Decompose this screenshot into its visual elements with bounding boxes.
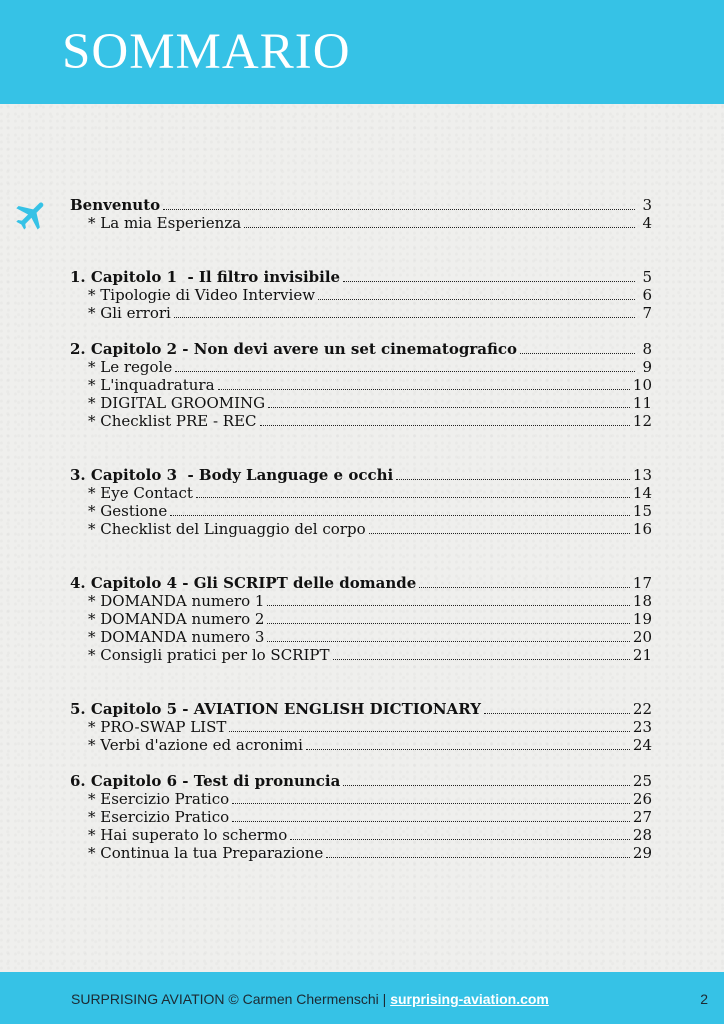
toc-entry-page: 16 xyxy=(632,520,652,538)
toc-entry-page: 24 xyxy=(632,736,652,754)
dot-leader xyxy=(343,280,635,282)
toc-entry-label: 6. Capitolo 6 - Test di pronuncia xyxy=(70,772,341,790)
toc-section-entry[interactable] xyxy=(70,826,652,844)
toc-section-entry[interactable] xyxy=(70,646,652,664)
toc-entry-label: * DIGITAL GROOMING xyxy=(88,394,266,412)
toc-section-entry[interactable] xyxy=(70,808,652,826)
toc-entry-label: * La mia Esperienza xyxy=(88,214,242,232)
toc-entry-page: 28 xyxy=(632,826,652,844)
toc-entry-page: 13 xyxy=(632,466,652,484)
toc-entry-page: 19 xyxy=(632,610,652,628)
toc-chapter-entry[interactable] xyxy=(70,700,652,718)
toc-section-entry[interactable] xyxy=(70,520,652,538)
toc-section-entry[interactable] xyxy=(70,484,652,502)
dot-leader xyxy=(267,604,629,606)
airplane-icon xyxy=(13,196,51,234)
dot-leader xyxy=(175,370,635,372)
toc-section-entry[interactable] xyxy=(70,628,652,646)
dot-leader xyxy=(306,748,630,750)
toc-entry-page: 27 xyxy=(632,808,652,826)
toc-entry-page: 12 xyxy=(632,412,652,430)
dot-leader xyxy=(174,316,635,318)
dot-leader xyxy=(396,478,630,480)
toc-entry-page: 14 xyxy=(632,484,652,502)
toc-section-entry[interactable] xyxy=(70,844,652,862)
footer-bar xyxy=(0,972,724,1024)
toc-entry-label: 3. Capitolo 3 - Body Language e occhi xyxy=(70,466,394,484)
toc-chapter-entry[interactable] xyxy=(70,268,652,286)
toc-entry-page: 22 xyxy=(632,700,652,718)
toc-entry-label: * DOMANDA numero 3 xyxy=(88,628,265,646)
dot-leader xyxy=(232,802,630,804)
toc-entry-page: 5 xyxy=(642,268,652,286)
dot-leader xyxy=(290,838,630,840)
dot-leader xyxy=(244,226,635,228)
toc-chapter-entry[interactable] xyxy=(70,340,652,358)
header-bar xyxy=(0,0,724,104)
toc-entry-page: 29 xyxy=(632,844,652,862)
toc-entry-page: 26 xyxy=(632,790,652,808)
toc-section-entry[interactable] xyxy=(70,214,652,232)
toc-entry-page: 6 xyxy=(642,286,652,304)
toc-entry-label: * Eye Contact xyxy=(88,484,193,502)
toc-section-entry[interactable] xyxy=(70,502,652,520)
toc-entry-label: Benvenuto xyxy=(70,196,161,214)
dot-leader xyxy=(267,622,629,624)
toc-entry-label: * Continua la tua Preparazione xyxy=(88,844,324,862)
toc-section-entry[interactable] xyxy=(70,610,652,628)
dot-leader xyxy=(268,406,630,408)
toc-spacer xyxy=(70,754,652,772)
toc-entry-label: 4. Capitolo 4 - Gli SCRIPT delle domande xyxy=(70,574,417,592)
toc-entry-page: 17 xyxy=(632,574,652,592)
toc-entry-label: * Esercizio Pratico xyxy=(88,790,230,808)
toc-entry-label: * Gestione xyxy=(88,502,168,520)
toc-chapter-entry[interactable] xyxy=(70,196,652,214)
toc-entry-page: 8 xyxy=(642,340,652,358)
toc-entry-label: * Gli errori xyxy=(88,304,171,322)
toc-entry-page: 11 xyxy=(632,394,652,412)
toc-section-entry[interactable] xyxy=(70,394,652,412)
toc-entry-label: * Consigli pratici per lo SCRIPT xyxy=(88,646,330,664)
toc-entry-page: 4 xyxy=(642,214,652,232)
toc-spacer xyxy=(70,232,652,268)
toc-entry-label: * Tipologie di Video Interview xyxy=(88,286,316,304)
footer-copyright: SURPRISING AVIATION © Carmen Chermenschi | xyxy=(71,991,391,1007)
table-of-contents xyxy=(70,196,652,862)
toc-section-entry[interactable] xyxy=(70,412,652,430)
toc-entry-label: * PRO-SWAP LIST xyxy=(88,718,227,736)
toc-spacer xyxy=(70,322,652,340)
dot-leader xyxy=(343,784,630,786)
toc-section-entry[interactable] xyxy=(70,790,652,808)
dot-leader xyxy=(218,388,630,390)
toc-entry-label: 2. Capitolo 2 - Non devi avere un set cinematografico xyxy=(70,340,517,358)
website-link[interactable]: surprising-aviation.com xyxy=(390,991,549,1007)
toc-entry-label: * DOMANDA numero 1 xyxy=(88,592,265,610)
toc-entry-page: 23 xyxy=(632,718,652,736)
toc-chapter-entry[interactable] xyxy=(70,466,652,484)
toc-entry-label: * Verbi d'azione ed acronimi xyxy=(88,736,303,754)
dot-leader xyxy=(369,532,630,534)
toc-section-entry[interactable] xyxy=(70,718,652,736)
toc-section-entry[interactable] xyxy=(70,304,652,322)
toc-entry-page: 15 xyxy=(632,502,652,520)
toc-entry-page: 3 xyxy=(642,196,652,214)
toc-entry-label: * L'inquadratura xyxy=(88,376,215,394)
toc-section-entry[interactable] xyxy=(70,358,652,376)
toc-entry-label: 1. Capitolo 1 - Il filtro invisibile xyxy=(70,268,341,286)
toc-entry-label: * Checklist PRE - REC xyxy=(88,412,257,430)
toc-chapter-entry[interactable] xyxy=(70,772,652,790)
toc-entry-page: 20 xyxy=(632,628,652,646)
toc-section-entry[interactable] xyxy=(70,376,652,394)
dot-leader xyxy=(318,298,635,300)
toc-entry-page: 18 xyxy=(632,592,652,610)
dot-leader xyxy=(229,730,630,732)
dot-leader xyxy=(520,352,635,354)
toc-entry-label: 5. Capitolo 5 - AVIATION ENGLISH DICTIONARY xyxy=(70,700,481,718)
toc-entry-page: 21 xyxy=(632,646,652,664)
dot-leader xyxy=(232,820,630,822)
dot-leader xyxy=(326,856,630,858)
toc-chapter-entry[interactable] xyxy=(70,574,652,592)
page-title: SOMMARIO xyxy=(62,24,351,80)
toc-entry-label: * Esercizio Pratico xyxy=(88,808,230,826)
toc-entry-label: * Checklist del Linguaggio del corpo xyxy=(88,520,366,538)
toc-entry-page: 7 xyxy=(642,304,652,322)
dot-leader xyxy=(196,496,630,498)
dot-leader xyxy=(267,640,629,642)
toc-entry-page: 25 xyxy=(632,772,652,790)
dot-leader xyxy=(170,514,630,516)
dot-leader xyxy=(333,658,630,660)
dot-leader xyxy=(163,208,635,210)
dot-leader xyxy=(260,424,630,426)
toc-section-entry[interactable] xyxy=(70,736,652,754)
toc-entry-page: 10 xyxy=(632,376,652,394)
footer-credit xyxy=(71,991,549,1007)
toc-entry-label: * Le regole xyxy=(88,358,173,376)
page-number: 2 xyxy=(700,991,708,1007)
toc-spacer xyxy=(70,430,652,466)
toc-section-entry[interactable] xyxy=(70,286,652,304)
toc-spacer xyxy=(70,664,652,700)
toc-entry-label: * Hai superato lo schermo xyxy=(88,826,288,844)
dot-leader xyxy=(419,586,630,588)
dot-leader xyxy=(484,712,630,714)
toc-spacer xyxy=(70,538,652,574)
toc-entry-page: 9 xyxy=(642,358,652,376)
toc-section-entry[interactable] xyxy=(70,592,652,610)
toc-entry-label: * DOMANDA numero 2 xyxy=(88,610,265,628)
